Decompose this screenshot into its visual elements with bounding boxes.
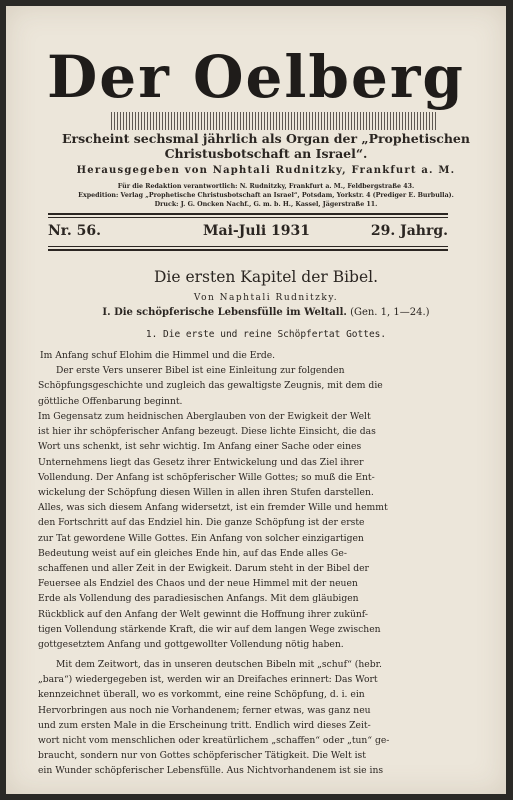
article-title: Die ersten Kapitel der Bibel. xyxy=(153,268,379,286)
text-line: „bara“) wiedergegeben ist, werden wir an Dreifaches erinnert: Das Wort xyxy=(38,674,378,686)
text-line: Im Gegensatz zum heidnischen Aberglauben von der Ewigkeit der Welt xyxy=(38,411,371,422)
text-line: braucht, sondern nur von Gottes schöpferischer Tätigkeit. Die Welt ist xyxy=(38,750,366,762)
text-line: ein Wunder schöpferischer Lebensfülle. Aus Nichtvorhandenem ist sie ins xyxy=(38,765,384,777)
subtitle-line: Christusbotschaft an Israel“. xyxy=(164,146,368,161)
issue-bar xyxy=(48,223,448,243)
paragraph-3 xyxy=(38,657,485,779)
text-line: Hervorbringen aus noch nie Vorhandenem; ferner etwas, was ganz neu xyxy=(38,704,371,716)
text-line: Bedeutung weist auf ein gleiches Ende hin, auf das Ende alles Ge- xyxy=(38,547,347,559)
text-line: tigen Vollendung stärkende Kraft, die wir auf dem langen Wege zwischen xyxy=(38,623,381,635)
subtitle-line: Erscheint sechsmal jährlich als Organ der „Prophetischen xyxy=(62,131,470,146)
header-rule xyxy=(48,213,448,215)
text-line: kennzeichnet überall, wo es vorkommt, eine reine Schöpfung, d. i. ein xyxy=(38,689,365,701)
text-line: Vollendung. Der Anfang ist schöpferischer Wille Gottes; so muß die Ent- xyxy=(38,471,375,483)
text-line: ist hier ihr schöpferischer Anfang bezeugt. Diese lichte Einsicht, die das xyxy=(38,426,376,438)
text-line: Im Anfang schuf Elohim die Himmel und die Erde. xyxy=(40,350,276,361)
issue-year: 29. Jahrg. xyxy=(370,223,448,239)
text-line: den Fortschritt auf das Endziel hin. Die ganze Schöpfung ist der erste xyxy=(38,517,365,529)
text-line: Alles, was sich diesem Anfang widersetzt, ist ein fremder Wille und hemmt xyxy=(38,502,388,514)
section-heading xyxy=(46,307,486,318)
section-title: I. Die schöpferische Lebensfülle im Weltall. xyxy=(102,307,347,318)
text-line: Wort uns schenkt, ist sehr wichtig. Im Anfang einer Sache oder eines xyxy=(38,441,362,453)
text-line: Erde als Vollendung des paradiesischen Anfangs. Mit dem gläubigen xyxy=(38,593,359,605)
masthead-title: Der Oelberg xyxy=(47,43,465,111)
text-line: Unternehmens liegt das Gesetz ihrer Entwickelung und das Ziel ihrer xyxy=(38,456,364,468)
text-line: Der erste Vers unserer Bibel ist eine Einleitung zur folgenden xyxy=(56,365,345,377)
text-line: gottgesetztem Anfang und gottgewollter Vollendung nötig haben. xyxy=(38,639,344,651)
paragraph-1 xyxy=(38,348,485,409)
editor-line: Für die Redaktion verantwortlich: N. Rudnitzky, Frankfurt a. M., Feldbergstraße 43. xyxy=(117,183,415,190)
issue-number: Nr. 56. xyxy=(48,223,101,239)
text-line: Feuersee als Endziel des Chaos und der neue Himmel mit der neuen xyxy=(38,578,358,590)
article-byline: Von Naphtali Rudnitzky. xyxy=(193,293,339,303)
text-line: und zum ersten Male in die Erscheinung tritt. Endlich wird dieses Zeit- xyxy=(38,719,371,731)
issue-rule xyxy=(48,246,448,247)
issue-rule xyxy=(48,249,448,251)
text-line: Mit dem Zeitwort, das in unseren deutschen Bibeln mit „schuf“ (hebr. xyxy=(56,659,382,670)
masthead-subtitle xyxy=(46,131,486,161)
issue-date: Mai-Juli 1931 xyxy=(203,223,310,239)
text-line: Schöpfungsgeschichte und zugleich das gewaltigste Zeugnis, mit dem die xyxy=(38,380,383,392)
text-line: göttliche Offenbarung beginnt. xyxy=(38,395,183,407)
text-line: Rückblick auf den Anfang der Welt gewinnt die Hoffnung ihrer zukünf- xyxy=(38,608,368,620)
publisher-line: Herausgegeben von Naphtali Rudnitzky, Frankfurt a. M. xyxy=(76,165,456,176)
text-line: wort nicht vom menschlichen oder kreatürlichem „schaffen“ oder „tun“ ge- xyxy=(38,735,390,747)
paragraph-2 xyxy=(38,409,485,652)
text-line: wickelung der Schöpfung diesen Willen in allen ihren Stufen darstellen. xyxy=(38,487,374,499)
text-line: zur Tat gewordene Wille Gottes. Ein Anfang von solcher einzigartigen xyxy=(38,532,364,544)
subsection-heading: 1. Die erste und reine Schöpfertat Gottes. xyxy=(145,329,387,340)
text-line: schaffenen und aller Zeit in der Ewigkeit. Darum steht in der Bibel der xyxy=(38,563,369,575)
masthead-ornament xyxy=(111,112,436,130)
section-reference: (Gen. 1, 1—24.) xyxy=(350,307,430,318)
newspaper-page xyxy=(6,6,506,794)
header-rule xyxy=(48,217,448,218)
expedition-line: Expedition: Verlag „Prophetische Christusbotschaft an Israel“, Potsdam, Yorkstr. 4 (Prediger E. Burbulla). xyxy=(78,192,454,199)
print-line: Druck: J. G. Oncken Nachf., G. m. b. H., Kassel, Jägerstraße 11. xyxy=(154,201,378,208)
